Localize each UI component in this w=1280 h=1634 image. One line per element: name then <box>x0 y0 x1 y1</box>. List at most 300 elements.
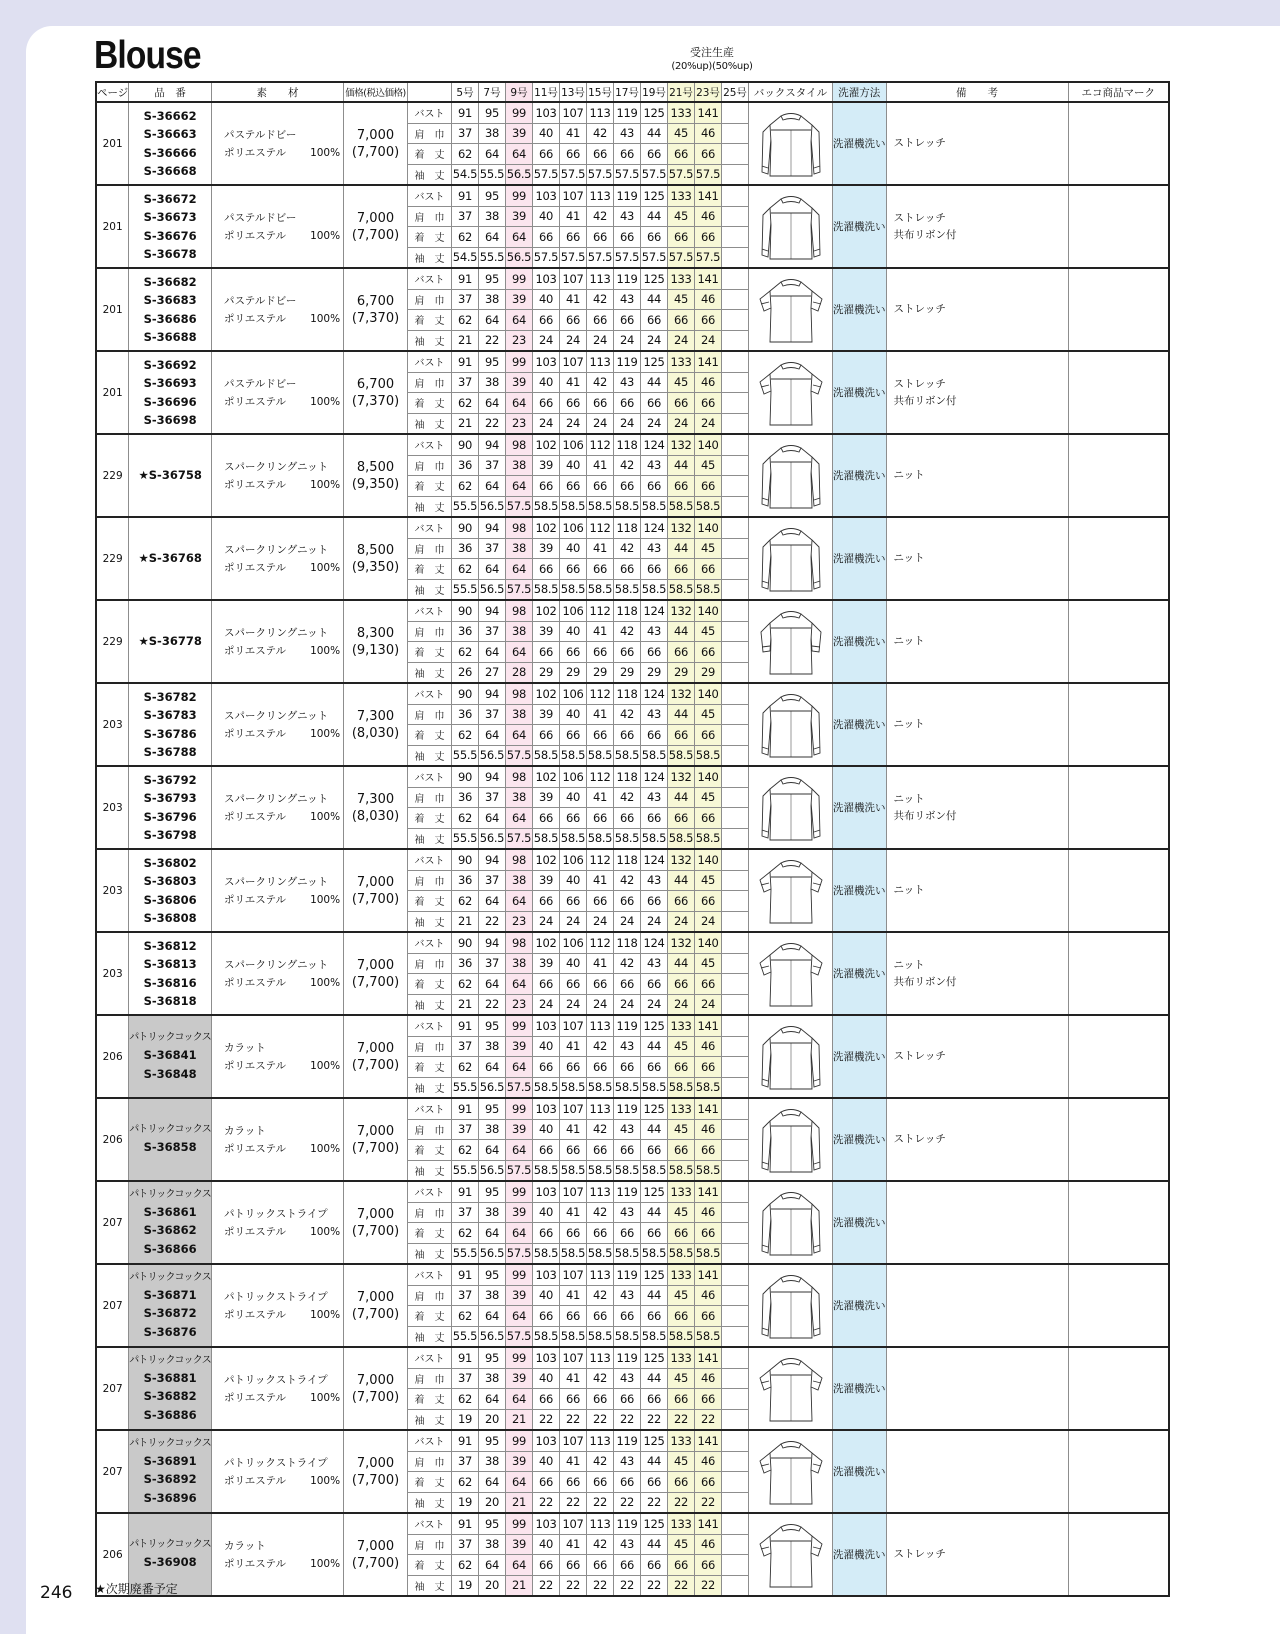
size-value: 133 <box>668 1513 695 1534</box>
remarks <box>886 1264 1068 1347</box>
size-value-25 <box>722 725 749 746</box>
size-value-25 <box>722 828 749 849</box>
product-code: S-36886 <box>143 1407 197 1422</box>
price-value: 7,000 <box>356 1206 395 1222</box>
header-size: 7号 <box>479 82 506 102</box>
size-value: 20 <box>479 1575 506 1596</box>
size-value: 22 <box>479 911 506 932</box>
back-style-illustration <box>749 849 833 932</box>
size-value: 41 <box>560 1036 587 1057</box>
size-value: 46 <box>695 1534 722 1555</box>
material <box>212 268 344 351</box>
page-ref: 207 <box>96 1181 129 1264</box>
size-value: 36 <box>452 538 479 559</box>
size-value: 24 <box>587 413 614 434</box>
size-value: 64 <box>506 559 533 580</box>
product-code: S-36792 <box>143 772 197 787</box>
size-value: 44 <box>668 621 695 642</box>
size-value: 66 <box>668 1555 695 1576</box>
size-value: 66 <box>668 144 695 165</box>
size-value: 57.5 <box>506 496 533 517</box>
size-value: 113 <box>587 1430 614 1451</box>
size-value: 56.5 <box>479 579 506 600</box>
measure-label: 肩 巾 <box>408 1119 452 1140</box>
size-value: 66 <box>641 1472 668 1493</box>
size-value: 38 <box>479 1036 506 1057</box>
size-value: 66 <box>614 891 641 912</box>
order-note-line2: (20%up)(50%up) <box>671 61 753 72</box>
size-value: 95 <box>479 1264 506 1285</box>
size-value: 66 <box>587 642 614 663</box>
page-ref: 229 <box>96 434 129 517</box>
size-value: 91 <box>452 1430 479 1451</box>
size-value: 107 <box>560 1015 587 1036</box>
size-value-25 <box>722 600 749 621</box>
size-value: 66 <box>641 1223 668 1244</box>
fabric: ポリエステル <box>224 644 287 657</box>
size-value: 58.5 <box>614 828 641 849</box>
size-value: 41 <box>560 1119 587 1140</box>
size-value: 19 <box>452 1575 479 1596</box>
size-value: 132 <box>668 766 695 787</box>
size-value: 43 <box>614 206 641 227</box>
size-value: 99 <box>506 1098 533 1119</box>
size-value: 125 <box>641 102 668 123</box>
size-value: 22 <box>533 1409 560 1430</box>
page-ref: 229 <box>96 600 129 683</box>
size-value: 103 <box>533 1513 560 1534</box>
fabric: ポリエステル <box>224 1308 287 1321</box>
blouse-spec-table <box>95 81 1170 1597</box>
wash-method: 洗濯機洗い <box>833 1430 887 1513</box>
size-value: 66 <box>533 1472 560 1493</box>
measure-label: 着 丈 <box>408 725 452 746</box>
measure-label: バスト <box>408 932 452 953</box>
size-value: 66 <box>641 393 668 414</box>
size-value: 40 <box>560 953 587 974</box>
measure-label: 肩 巾 <box>408 206 452 227</box>
price-tax: (7,700) <box>351 1223 400 1239</box>
size-value: 21 <box>452 994 479 1015</box>
size-value: 140 <box>695 600 722 621</box>
size-value: 94 <box>479 683 506 704</box>
size-value: 24 <box>695 330 722 351</box>
measure-label: バスト <box>408 1430 452 1451</box>
size-value: 94 <box>479 932 506 953</box>
size-value: 106 <box>560 932 587 953</box>
header-code: 品 番 <box>129 82 212 102</box>
wash-method: 洗濯機洗い <box>833 268 887 351</box>
size-value: 132 <box>668 600 695 621</box>
size-value: 99 <box>506 1181 533 1202</box>
price <box>344 351 408 434</box>
size-value: 29 <box>695 662 722 683</box>
size-value: 58.5 <box>587 1326 614 1347</box>
price <box>344 102 408 185</box>
size-value: 66 <box>614 974 641 995</box>
size-value: 57.5 <box>614 247 641 268</box>
size-value: 141 <box>695 1181 722 1202</box>
price-tax: (7,700) <box>351 1555 400 1571</box>
size-value: 37 <box>452 1368 479 1389</box>
material-name: スパークリングニット <box>224 460 329 473</box>
size-value: 45 <box>668 1534 695 1555</box>
size-value: 28 <box>506 662 533 683</box>
size-value-25 <box>722 1472 749 1493</box>
page-ref: 203 <box>96 849 129 932</box>
product-code: S-36662 <box>143 108 197 123</box>
size-value: 42 <box>587 289 614 310</box>
size-value: 38 <box>479 372 506 393</box>
size-value: 24 <box>614 994 641 1015</box>
size-value: 43 <box>641 455 668 476</box>
size-value: 42 <box>614 621 641 642</box>
size-value: 95 <box>479 102 506 123</box>
size-value: 24 <box>668 994 695 1015</box>
fabric-percent: 100% <box>310 1474 341 1487</box>
size-value: 95 <box>479 351 506 372</box>
size-value: 66 <box>641 1389 668 1410</box>
size-value: 58.5 <box>668 579 695 600</box>
size-value: 133 <box>668 1098 695 1119</box>
material <box>212 1347 344 1430</box>
size-value: 41 <box>560 123 587 144</box>
size-value: 58.5 <box>614 579 641 600</box>
wash-method: 洗濯機洗い <box>833 1015 887 1098</box>
size-value-25 <box>722 496 749 517</box>
size-value: 42 <box>587 123 614 144</box>
size-value: 64 <box>479 476 506 497</box>
size-value-25 <box>722 1492 749 1513</box>
material <box>212 1181 344 1264</box>
wash-method: 洗濯機洗い <box>833 766 887 849</box>
size-value: 45 <box>668 1285 695 1306</box>
size-value: 103 <box>533 1098 560 1119</box>
price <box>344 1513 408 1596</box>
material <box>212 1430 344 1513</box>
size-value: 66 <box>695 808 722 829</box>
size-value: 66 <box>641 642 668 663</box>
size-value: 64 <box>479 974 506 995</box>
size-value: 66 <box>668 1472 695 1493</box>
size-value: 94 <box>479 600 506 621</box>
size-value: 24 <box>614 413 641 434</box>
size-value: 66 <box>614 1057 641 1078</box>
back-style-illustration <box>749 683 833 766</box>
size-value: 91 <box>452 1181 479 1202</box>
size-value: 26 <box>452 662 479 683</box>
size-value: 22 <box>560 1409 587 1430</box>
measure-label: 肩 巾 <box>408 1036 452 1057</box>
remarks <box>886 766 1068 849</box>
size-value: 66 <box>533 974 560 995</box>
size-value: 42 <box>587 1036 614 1057</box>
size-value: 99 <box>506 185 533 206</box>
product-code: S-36798 <box>143 828 197 842</box>
wash-method: 洗濯機洗い <box>833 600 887 683</box>
fabric: ポリエステル <box>224 229 287 242</box>
size-value: 37 <box>452 1119 479 1140</box>
size-value: 44 <box>668 704 695 725</box>
size-value: 39 <box>506 1534 533 1555</box>
price <box>344 849 408 932</box>
size-value: 58.5 <box>614 1326 641 1347</box>
size-value: 58.5 <box>533 745 560 766</box>
size-value-25 <box>722 476 749 497</box>
size-value: 64 <box>479 1306 506 1327</box>
size-value: 39 <box>506 1368 533 1389</box>
size-value: 64 <box>479 1555 506 1576</box>
size-value-25 <box>722 1347 749 1368</box>
size-value: 58.5 <box>533 1243 560 1264</box>
size-value: 62 <box>452 1140 479 1161</box>
size-value: 66 <box>587 1223 614 1244</box>
size-value: 66 <box>533 144 560 165</box>
price <box>344 517 408 600</box>
eco-mark <box>1068 1181 1169 1264</box>
size-value: 118 <box>614 683 641 704</box>
size-value-25 <box>722 310 749 331</box>
size-value: 58.5 <box>695 579 722 600</box>
size-value: 41 <box>587 704 614 725</box>
size-value: 66 <box>641 974 668 995</box>
size-value: 58.5 <box>587 579 614 600</box>
fabric-percent: 100% <box>310 810 341 823</box>
price-value: 8,500 <box>356 459 395 475</box>
price-value: 7,000 <box>356 957 395 973</box>
size-value: 107 <box>560 1513 587 1534</box>
measure-label: 肩 巾 <box>408 704 452 725</box>
size-value: 95 <box>479 1181 506 1202</box>
size-value: 64 <box>506 1057 533 1078</box>
size-value: 113 <box>587 102 614 123</box>
size-value: 64 <box>506 974 533 995</box>
table-row <box>96 1098 1169 1119</box>
brand-label: パトリックコックス <box>129 1188 211 1200</box>
product-code: S-36862 <box>143 1223 197 1238</box>
size-value-25 <box>722 1140 749 1161</box>
product-code: ★S-36758 <box>138 468 202 483</box>
table-row <box>96 683 1169 704</box>
header-eco: エコ商品マーク <box>1068 82 1169 102</box>
size-value: 140 <box>695 434 722 455</box>
product-code: S-36871 <box>143 1287 197 1302</box>
size-value: 141 <box>695 1347 722 1368</box>
product-code: S-36682 <box>143 274 197 289</box>
size-value: 124 <box>641 766 668 787</box>
size-value: 58.5 <box>560 1243 587 1264</box>
size-value: 64 <box>506 1472 533 1493</box>
table-row <box>96 766 1169 787</box>
measure-label: 袖 丈 <box>408 164 452 185</box>
size-value: 119 <box>614 185 641 206</box>
size-value: 58.5 <box>668 828 695 849</box>
product-codes <box>129 766 212 849</box>
size-value: 57.5 <box>614 164 641 185</box>
size-value: 66 <box>560 227 587 248</box>
size-value: 58.5 <box>695 1077 722 1098</box>
size-value: 24 <box>641 330 668 351</box>
size-value: 112 <box>587 932 614 953</box>
size-value: 66 <box>614 1555 641 1576</box>
page-ref: 201 <box>96 185 129 268</box>
size-value: 64 <box>506 1389 533 1410</box>
size-value: 42 <box>587 372 614 393</box>
size-value: 21 <box>506 1575 533 1596</box>
measure-label: 肩 巾 <box>408 1451 452 1472</box>
size-value: 41 <box>560 1534 587 1555</box>
eco-mark <box>1068 683 1169 766</box>
size-value: 57.5 <box>506 1160 533 1181</box>
product-code: S-36803 <box>143 874 197 888</box>
size-value: 64 <box>506 808 533 829</box>
size-value: 113 <box>587 351 614 372</box>
size-value: 66 <box>614 808 641 829</box>
product-code: S-36796 <box>143 809 197 824</box>
size-value: 22 <box>695 1409 722 1430</box>
product-code: ★S-36778 <box>138 634 202 649</box>
size-value: 39 <box>533 621 560 642</box>
brand-label: パトリックコックス <box>129 1032 211 1043</box>
size-value: 37 <box>452 1534 479 1555</box>
wash-method: 洗濯機洗い <box>833 1264 887 1347</box>
size-value: 24 <box>614 330 641 351</box>
measure-label: バスト <box>408 1264 452 1285</box>
size-value: 66 <box>533 227 560 248</box>
size-value: 42 <box>614 787 641 808</box>
size-value: 107 <box>560 1347 587 1368</box>
size-value: 98 <box>506 434 533 455</box>
size-value: 46 <box>695 1036 722 1057</box>
size-value: 66 <box>587 974 614 995</box>
header-note: 備 考 <box>886 82 1068 102</box>
table-row <box>96 1264 1169 1285</box>
measure-label: 肩 巾 <box>408 1202 452 1223</box>
size-value-25 <box>722 1119 749 1140</box>
size-value: 106 <box>560 600 587 621</box>
size-value: 22 <box>695 1492 722 1513</box>
size-value: 66 <box>587 1140 614 1161</box>
measure-label: 肩 巾 <box>408 289 452 310</box>
size-value: 66 <box>668 891 695 912</box>
material-name: スパークリングニット <box>224 958 329 971</box>
product-codes <box>129 434 212 517</box>
size-value: 24 <box>641 413 668 434</box>
wash-method: 洗濯機洗い <box>833 683 887 766</box>
price-value: 6,700 <box>356 376 395 392</box>
price-tax: (7,370) <box>351 310 400 326</box>
size-value: 66 <box>641 144 668 165</box>
back-style-illustration <box>749 517 833 600</box>
size-value: 45 <box>668 1202 695 1223</box>
size-value: 125 <box>641 1513 668 1534</box>
size-value: 38 <box>479 1202 506 1223</box>
size-value: 66 <box>560 1389 587 1410</box>
material-name: スパークリングニット <box>224 543 329 556</box>
size-value: 38 <box>479 1285 506 1306</box>
size-value: 64 <box>506 1306 533 1327</box>
measure-label: 肩 巾 <box>408 1534 452 1555</box>
order-note-line1: 受注生産 <box>690 46 734 59</box>
size-value-25 <box>722 579 749 600</box>
price-value: 7,000 <box>356 127 395 143</box>
size-value: 23 <box>506 911 533 932</box>
size-value: 107 <box>560 1098 587 1119</box>
size-value: 24 <box>560 994 587 1015</box>
size-value: 56.5 <box>479 496 506 517</box>
size-value: 42 <box>587 1119 614 1140</box>
size-value: 23 <box>506 413 533 434</box>
size-value-25 <box>722 372 749 393</box>
size-value: 66 <box>587 227 614 248</box>
product-code: S-36672 <box>143 191 197 206</box>
size-value: 66 <box>533 1057 560 1078</box>
size-value: 102 <box>533 849 560 870</box>
size-value: 24 <box>668 413 695 434</box>
size-value-25 <box>722 227 749 248</box>
eco-mark <box>1068 766 1169 849</box>
size-value: 66 <box>533 559 560 580</box>
remarks <box>886 683 1068 766</box>
size-value: 58.5 <box>668 745 695 766</box>
remarks <box>886 1015 1068 1098</box>
size-value: 90 <box>452 849 479 870</box>
measure-label: バスト <box>408 600 452 621</box>
size-value: 141 <box>695 1513 722 1534</box>
size-value: 66 <box>560 144 587 165</box>
product-codes <box>129 932 212 1015</box>
size-value: 118 <box>614 849 641 870</box>
size-value: 125 <box>641 1015 668 1036</box>
eco-mark <box>1068 434 1169 517</box>
size-value: 45 <box>668 372 695 393</box>
material-name: パトリックストライプ <box>224 1290 328 1303</box>
size-value: 62 <box>452 559 479 580</box>
size-value: 62 <box>452 1057 479 1078</box>
size-value-25 <box>722 144 749 165</box>
size-value: 58.5 <box>614 1160 641 1181</box>
size-value: 106 <box>560 434 587 455</box>
product-codes <box>129 600 212 683</box>
measure-label: 着 丈 <box>408 808 452 829</box>
material <box>212 185 344 268</box>
size-value: 113 <box>587 185 614 206</box>
size-value-25 <box>722 1015 749 1036</box>
size-value: 24 <box>668 330 695 351</box>
size-value: 66 <box>614 144 641 165</box>
measure-label: 肩 巾 <box>408 870 452 891</box>
product-code: S-36818 <box>143 994 197 1008</box>
size-value: 133 <box>668 351 695 372</box>
size-value: 64 <box>506 1223 533 1244</box>
size-value: 37 <box>479 455 506 476</box>
size-value: 125 <box>641 1430 668 1451</box>
size-value: 57.5 <box>506 745 533 766</box>
product-code: S-36686 <box>143 311 197 326</box>
size-value: 107 <box>560 351 587 372</box>
size-value: 125 <box>641 1181 668 1202</box>
size-value: 54.5 <box>452 247 479 268</box>
size-value-25 <box>722 455 749 476</box>
size-value: 66 <box>614 310 641 331</box>
size-value: 41 <box>560 1202 587 1223</box>
page-ref: 201 <box>96 268 129 351</box>
size-value: 38 <box>506 455 533 476</box>
size-value: 58.5 <box>668 1326 695 1347</box>
header-price: 価格(税込価格) <box>344 82 408 102</box>
size-value: 29 <box>587 662 614 683</box>
size-value: 44 <box>641 289 668 310</box>
